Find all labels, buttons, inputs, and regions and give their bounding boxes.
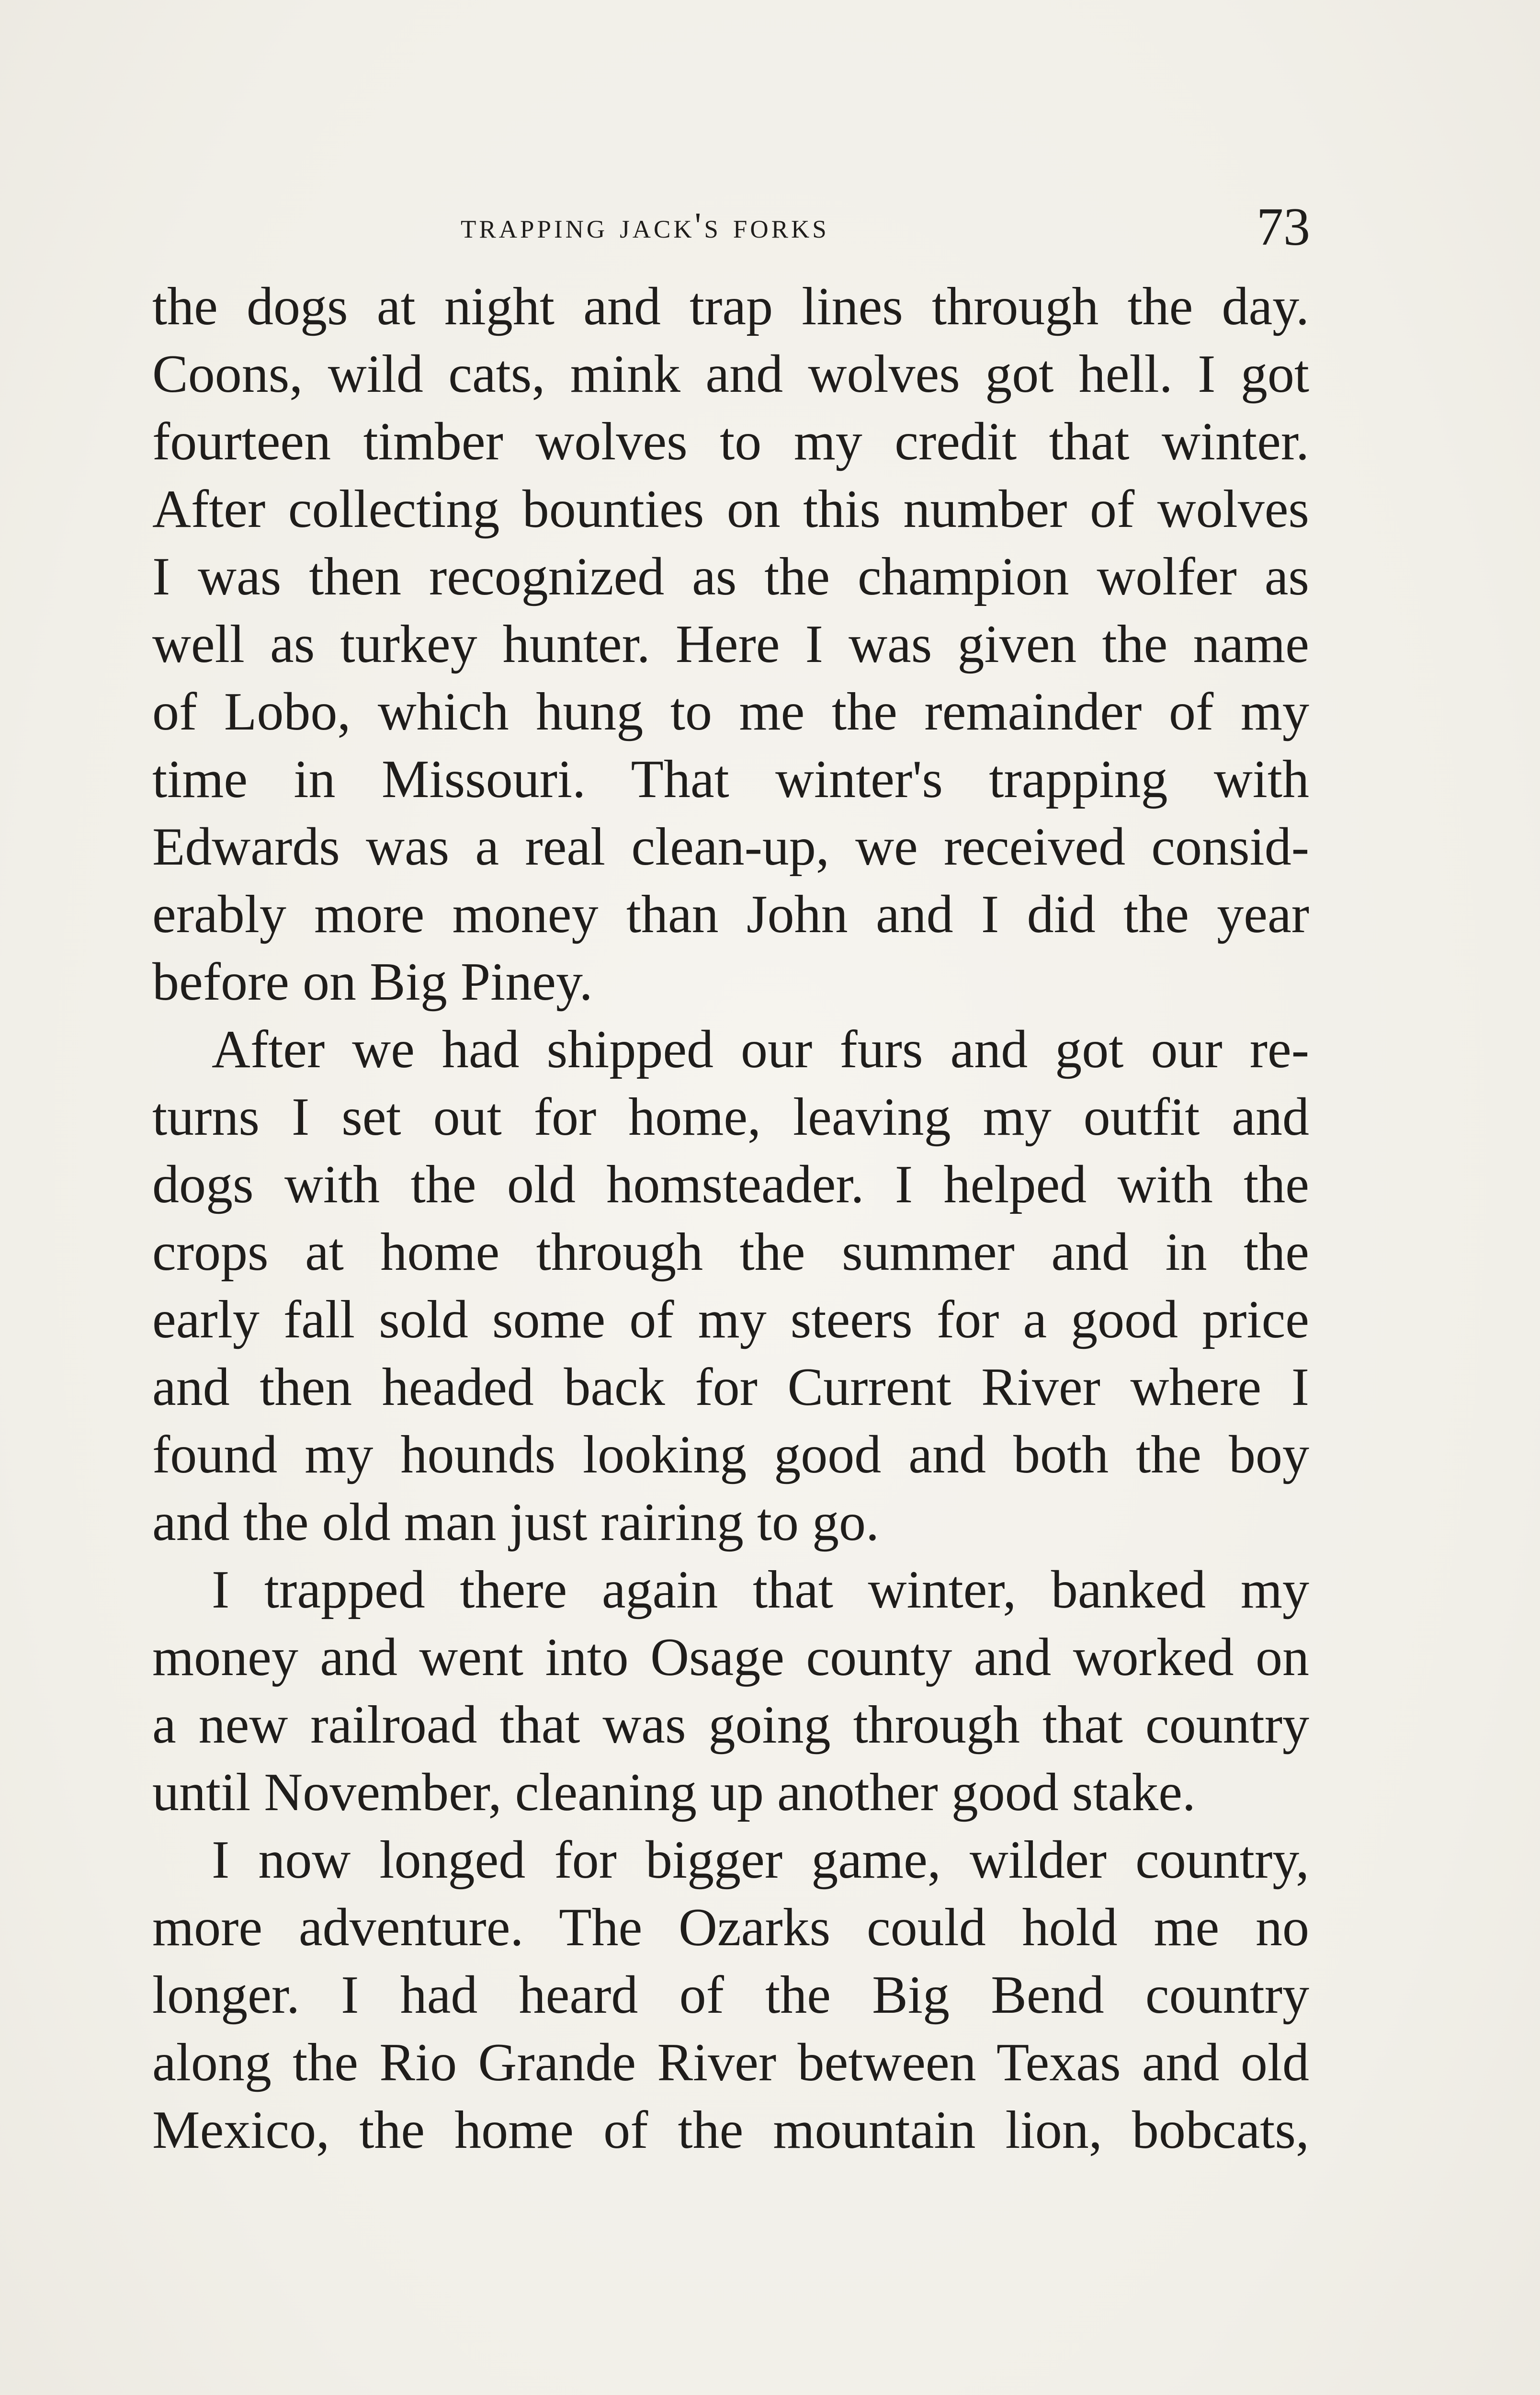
text-line: time in Missouri. That winter's trapping with — [152, 750, 1309, 809]
text-line: until November, cleaning up another good stake. — [152, 1763, 1196, 1822]
paragraph-first-line: After we had shipped our furs and got our re- — [212, 1020, 1309, 1079]
text-line: the dogs at night and trap lines through the day. — [152, 277, 1309, 336]
running-head-title: trapping jack's forks — [461, 205, 829, 246]
text-line: and the old man just rairing to go. — [152, 1493, 879, 1552]
text-line: and then headed back for Current River where I — [152, 1357, 1309, 1417]
text-line: money and went into Osage county and worked on — [152, 1628, 1309, 1687]
text-line: of Lobo, which hung to me the remainder of my — [152, 682, 1309, 741]
text-line: more adventure. The Ozarks could hold me no — [152, 1898, 1309, 1957]
text-line: dogs with the old homsteader. I helped with the — [152, 1155, 1309, 1214]
paragraph-first-line: I trapped there again that winter, banked my — [212, 1560, 1309, 1619]
text-line: crops at home through the summer and in the — [152, 1222, 1309, 1282]
text-line: Mexico, the home of the mountain lion, bobcats, — [152, 2100, 1309, 2160]
text-line: fourteen timber wolves to my credit that winter. — [152, 412, 1309, 471]
text-line: a new railroad that was going through that country — [152, 1695, 1309, 1755]
text-line: erably more money than John and I did the year — [152, 885, 1309, 944]
text-line: before on Big Piney. — [152, 952, 593, 1012]
text-line: along the Rio Grande River between Texas and old — [152, 2033, 1309, 2092]
running-head — [0, 196, 1540, 257]
text-line: After collecting bounties on this number of wolves — [152, 479, 1309, 539]
page-number: 73 — [1257, 197, 1310, 257]
text-line: Edwards was a real clean-up, we received consid- — [152, 817, 1309, 877]
body-text — [152, 273, 1309, 2164]
text-line: I was then recognized as the champion wolfer as — [152, 547, 1309, 606]
text-line: Coons, wild cats, mink and wolves got hell. I got — [152, 344, 1309, 404]
paragraph-first-line: I now longed for bigger game, wilder country, — [212, 1830, 1309, 1890]
text-line: turns I set out for home, leaving my outfit and — [152, 1087, 1309, 1147]
text-line: well as turkey hunter. Here I was given the name — [152, 615, 1309, 674]
text-line: longer. I had heard of the Big Bend country — [152, 1965, 1309, 2025]
text-line: early fall sold some of my steers for a good price — [152, 1290, 1309, 1349]
text-line: found my hounds looking good and both the boy — [152, 1425, 1309, 1484]
